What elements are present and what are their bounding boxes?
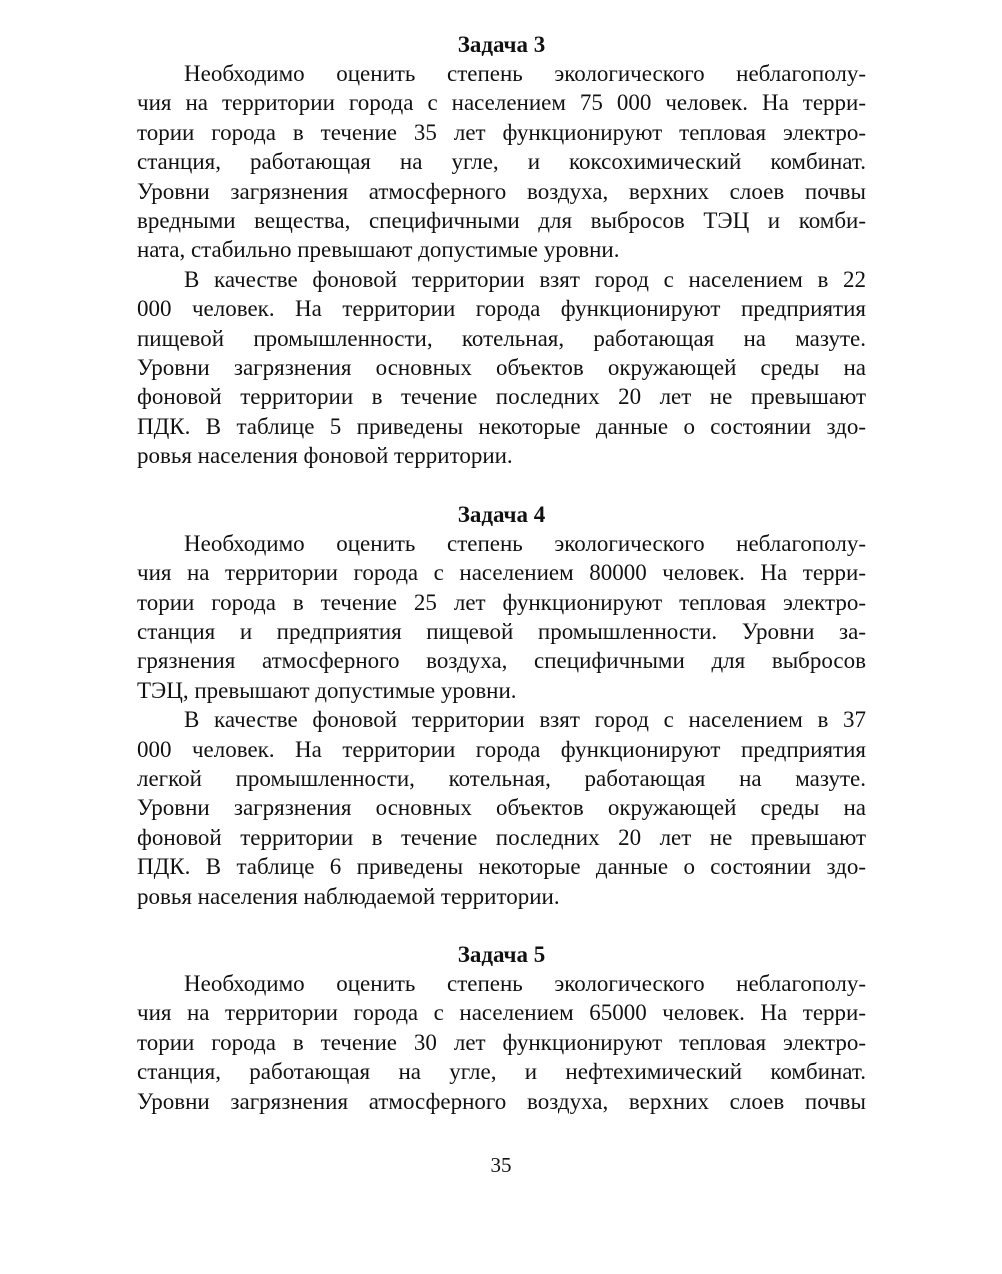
task-4-paragraph-2 xyxy=(137,705,866,911)
text-line: тории города в течение 35 лет функционируют тепловая электро- xyxy=(137,119,866,145)
text-line: ровья населения фоновой территории. xyxy=(137,443,513,469)
task-3-paragraph-1 xyxy=(137,59,866,265)
text-line: чия на территории города с населением 65000 человек. На терри- xyxy=(137,1000,866,1026)
text-line: Необходимо оценить степень экологического неблагополу- xyxy=(184,970,866,996)
text-line: Уровни загрязнения основных объектов окружающей среды на xyxy=(137,355,866,381)
text-line: Уровни загрязнения основных объектов окружающей среды на xyxy=(137,795,866,821)
text-line: ПДК. В таблице 5 приведены некоторые данные о состоянии здо- xyxy=(137,413,866,439)
text-line: пищевой промышленности, котельная, работающая на мазуте. xyxy=(137,325,866,351)
text-line: ната, стабильно превышают допустимые уровни. xyxy=(137,237,620,263)
task-3-paragraph-2 xyxy=(137,265,866,471)
text-line: 000 человек. На территории города функционируют предприятия xyxy=(137,736,866,762)
text-line: вредными вещества, специфичными для выбросов ТЭЦ и комби- xyxy=(137,208,866,234)
text-line: чия на территории города с населением 75 000 человек. На терри- xyxy=(137,90,866,116)
task-4-heading: Задача 4 xyxy=(457,501,546,527)
text-line: Необходимо оценить степень экологического неблагополу- xyxy=(184,61,866,86)
text-line: фоновой территории в течение последних 20 лет не превышают xyxy=(137,824,866,850)
text-line: ровья населения наблюдаемой территории. xyxy=(137,883,560,909)
text-line: ПДК. В таблице 6 приведены некоторые данные о состоянии здо- xyxy=(137,854,866,880)
task-5-heading: Задача 5 xyxy=(457,941,546,967)
text-line: фоновой территории в течение последних 20 лет не превышают xyxy=(137,384,866,410)
text-line: 000 человек. На территории города функционируют предприятия xyxy=(137,296,866,322)
text-line: В качестве фоновой территории взят город с населением в 37 xyxy=(184,707,866,733)
section-spacer xyxy=(137,471,866,500)
text-line: грязнения атмосферного воздуха, специфичными для выбросов xyxy=(137,648,866,674)
text-line: ТЭЦ, превышают допустимые уровни. xyxy=(137,677,517,703)
text-line: Необходимо оценить степень экологического неблагополу- xyxy=(184,530,866,556)
text-line: тории города в течение 25 лет функционируют тепловая электро- xyxy=(137,589,866,615)
task-4-paragraph-1 xyxy=(137,529,866,705)
task-3-heading: Задача 3 xyxy=(457,32,546,57)
text-line: Уровни загрязнения атмосферного воздуха, верхних слоев почвы xyxy=(137,178,866,204)
text-line: чия на территории города с населением 80000 человек. На терри- xyxy=(137,560,866,586)
page-number: 35 xyxy=(490,1153,512,1177)
text-line: тории города в течение 30 лет функционируют тепловая электро- xyxy=(137,1029,866,1055)
task-5-paragraph-1 xyxy=(137,969,866,1116)
text-line: станция, работающая на угле, и коксохимический комбинат. xyxy=(137,149,866,175)
text-line: В качестве фоновой территории взят город с населением в 22 xyxy=(184,266,866,292)
text-line: легкой промышленности, котельная, работающая на мазуте. xyxy=(137,765,866,791)
section-spacer xyxy=(137,911,866,940)
text-line: станция, работающая на угле, и нефтехимический комбинат. xyxy=(137,1059,866,1085)
page-content xyxy=(137,30,866,1116)
text-line: станция и предприятия пищевой промышленности. Уровни за- xyxy=(137,618,866,644)
text-line: Уровни загрязнения атмосферного воздуха, верхних слоев почвы xyxy=(137,1088,866,1114)
